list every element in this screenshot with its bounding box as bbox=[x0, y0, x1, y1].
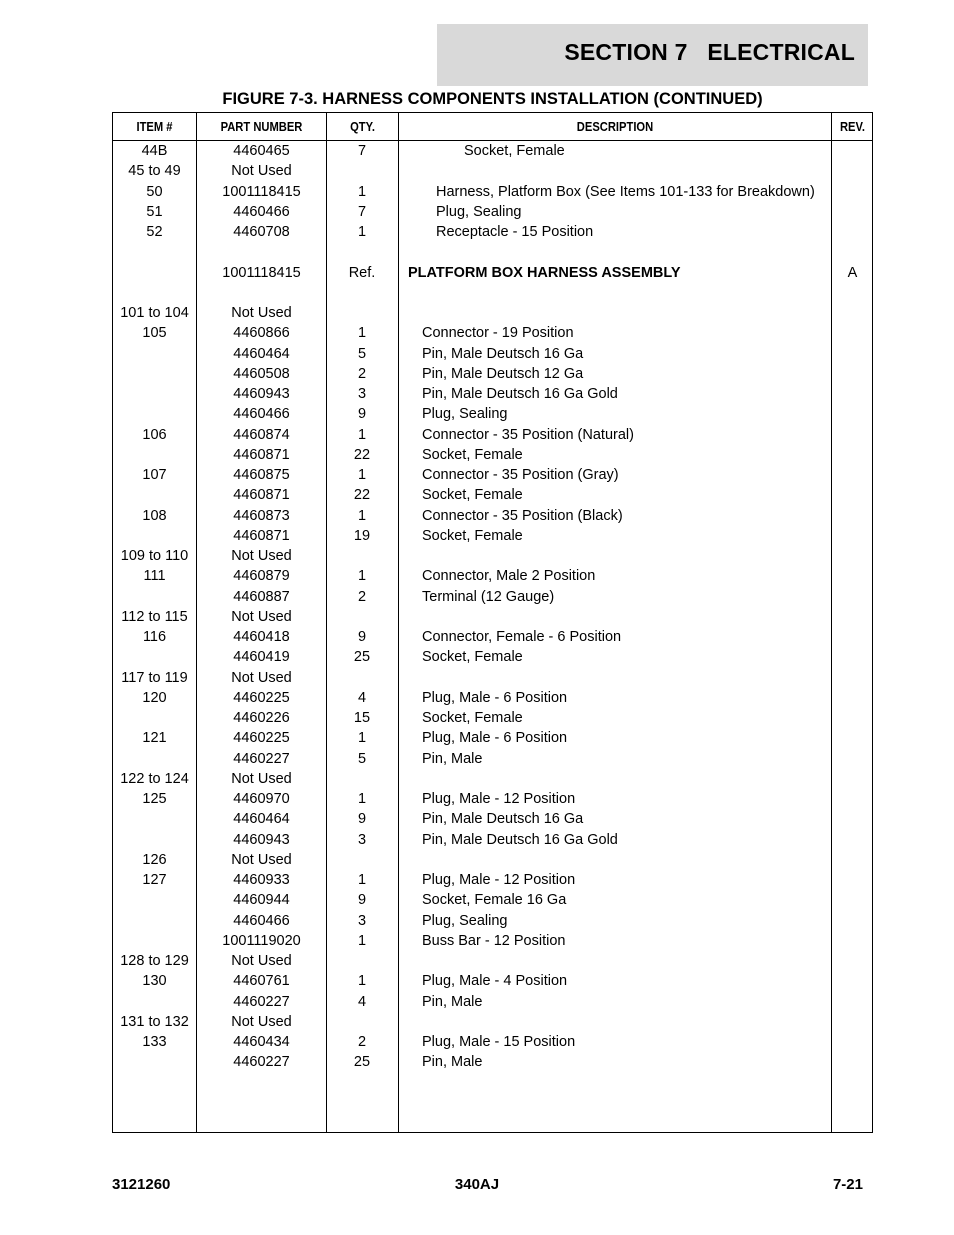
part-number-cell: 1001118415 bbox=[222, 183, 301, 200]
part-number-cell: 4460871 bbox=[233, 527, 290, 544]
part-number-cell: 4460879 bbox=[233, 568, 290, 585]
part-number-cell: 4460873 bbox=[233, 507, 290, 524]
description-cell: Plug, Male - 12 Position bbox=[422, 872, 576, 888]
item-cell: 108 bbox=[142, 507, 167, 524]
qty-cell: 4 bbox=[357, 689, 367, 706]
qty-cell: 9 bbox=[357, 406, 367, 423]
table-row bbox=[113, 485, 872, 505]
item-cell: 105 bbox=[142, 325, 167, 342]
part-number-cell: Not Used bbox=[231, 1013, 292, 1030]
item-cell: 128 to 129 bbox=[120, 953, 189, 969]
qty-cell: 2 bbox=[357, 1034, 367, 1050]
description-cell: Connector - 19 Position bbox=[422, 325, 574, 342]
table-row bbox=[113, 546, 872, 566]
qty-cell: 2 bbox=[357, 365, 367, 382]
qty-cell: 7 bbox=[357, 143, 367, 159]
qty-cell: 1 bbox=[357, 791, 367, 807]
table-row bbox=[113, 364, 872, 384]
table-row bbox=[113, 384, 872, 404]
table-row bbox=[113, 506, 872, 526]
part-number-cell: 4460466 bbox=[233, 406, 290, 423]
part-number-cell: 4460419 bbox=[233, 649, 290, 666]
description-cell: Pin, Male bbox=[422, 750, 483, 767]
column-header-item: ITEM # bbox=[136, 119, 173, 134]
part-number-cell: 4460227 bbox=[233, 1054, 290, 1071]
part-number-cell: 4460933 bbox=[233, 872, 290, 888]
table-row bbox=[113, 830, 872, 850]
description-cell: Socket, Female 16 Ga bbox=[422, 892, 567, 909]
qty-cell: 1 bbox=[357, 224, 367, 240]
part-number-cell: Not Used bbox=[231, 770, 292, 787]
table-row bbox=[113, 728, 872, 748]
description-cell: Socket, Female bbox=[422, 710, 523, 726]
part-number-cell: 4460970 bbox=[233, 791, 290, 807]
part-number-cell: 4460227 bbox=[233, 993, 290, 1010]
qty-cell: 7 bbox=[357, 203, 367, 220]
item-cell: 107 bbox=[142, 467, 167, 483]
table-row bbox=[113, 688, 872, 708]
part-number-cell: 4460708 bbox=[233, 224, 290, 240]
qty-cell: 25 bbox=[353, 1054, 371, 1071]
item-cell: 106 bbox=[142, 426, 167, 443]
description-cell: Connector, Female - 6 Position bbox=[422, 629, 622, 645]
table-row bbox=[113, 668, 872, 688]
description-cell: Plug, Male - 6 Position bbox=[422, 689, 568, 706]
table-row bbox=[113, 1032, 872, 1052]
table-row bbox=[113, 749, 872, 769]
description-cell: Pin, Male Deutsch 16 Ga bbox=[422, 811, 584, 828]
item-cell: 126 bbox=[142, 851, 167, 868]
column-header-part-number: PART NUMBER bbox=[220, 119, 303, 134]
description-cell: Plug, Male - 6 Position bbox=[422, 730, 568, 747]
table-row bbox=[113, 283, 872, 303]
table-row bbox=[113, 789, 872, 809]
description-cell: Pin, Male bbox=[422, 1054, 483, 1071]
part-number-cell: 4460761 bbox=[233, 973, 290, 990]
table-row bbox=[113, 587, 872, 607]
description-cell: Plug, Male - 12 Position bbox=[422, 791, 576, 807]
description-cell: Receptacle - 15 Position bbox=[436, 224, 594, 240]
table-row bbox=[113, 445, 872, 465]
qty-cell: 9 bbox=[357, 892, 367, 909]
table-row bbox=[113, 870, 872, 890]
table-row bbox=[113, 1052, 872, 1072]
table-body bbox=[113, 141, 872, 1073]
description-cell: Pin, Male Deutsch 16 Ga Gold bbox=[422, 386, 618, 402]
table-row bbox=[113, 222, 872, 242]
description-cell: Harness, Platform Box (See Items 101-133 for Breakdown) bbox=[436, 183, 815, 200]
qty-cell: 22 bbox=[353, 446, 371, 463]
part-number-cell: 4460871 bbox=[233, 446, 290, 463]
qty-cell: 15 bbox=[353, 710, 371, 726]
qty-cell: 1 bbox=[357, 932, 367, 949]
qty-cell: 1 bbox=[357, 467, 367, 483]
section-title: SECTION 7 ELECTRICAL bbox=[564, 39, 855, 65]
table-row bbox=[113, 526, 872, 546]
item-cell: 50 bbox=[146, 183, 163, 200]
qty-cell: 1 bbox=[357, 426, 367, 443]
qty-cell: 22 bbox=[353, 487, 371, 504]
qty-cell: 2 bbox=[357, 588, 367, 605]
part-number-cell: 4460434 bbox=[233, 1034, 290, 1050]
item-cell: 117 to 119 bbox=[121, 669, 188, 686]
table-row bbox=[113, 303, 872, 323]
table-row bbox=[113, 425, 872, 445]
table-row bbox=[113, 465, 872, 485]
qty-cell: 5 bbox=[357, 345, 367, 362]
part-number-cell: 4460874 bbox=[233, 426, 290, 443]
table-row bbox=[113, 951, 872, 971]
rev-cell: A bbox=[847, 264, 858, 281]
column-header-qty: QTY. bbox=[350, 119, 375, 134]
part-number-cell: 4460943 bbox=[233, 386, 290, 402]
description-cell: Plug, Male - 4 Position bbox=[422, 973, 568, 990]
part-number-cell: 4460225 bbox=[233, 730, 290, 747]
item-cell: 45 to 49 bbox=[128, 163, 181, 180]
item-cell: 121 bbox=[142, 730, 167, 747]
qty-cell: 1 bbox=[357, 568, 367, 585]
table-row bbox=[113, 607, 872, 627]
description-cell: Pin, Male Deutsch 12 Ga bbox=[422, 365, 584, 382]
table-row bbox=[113, 971, 872, 991]
part-number-cell: Not Used bbox=[231, 669, 292, 686]
qty-cell: Ref. bbox=[348, 264, 376, 281]
table-row bbox=[113, 627, 872, 647]
table-row bbox=[113, 890, 872, 910]
part-number-cell: 4460464 bbox=[233, 811, 290, 828]
part-number-cell: 4460225 bbox=[233, 689, 290, 706]
column-header-rev: REV. bbox=[839, 119, 866, 134]
qty-cell: 25 bbox=[353, 649, 371, 666]
table-row bbox=[113, 1012, 872, 1032]
qty-cell: 9 bbox=[357, 811, 367, 828]
item-cell: 125 bbox=[142, 791, 167, 807]
qty-cell: 5 bbox=[357, 750, 367, 767]
column-header-description: DESCRIPTION bbox=[576, 119, 654, 134]
qty-cell: 1 bbox=[357, 730, 367, 747]
description-cell: Buss Bar - 12 Position bbox=[422, 932, 566, 949]
description-cell: Plug, Sealing bbox=[436, 203, 522, 220]
item-cell: 130 bbox=[142, 973, 167, 990]
qty-cell: 3 bbox=[357, 912, 367, 929]
item-cell: 51 bbox=[146, 203, 163, 220]
part-number-cell: 4460943 bbox=[233, 831, 290, 848]
table-row bbox=[113, 141, 872, 161]
description-cell: Connector, Male 2 Position bbox=[422, 568, 596, 585]
part-number-cell: 4460418 bbox=[233, 629, 290, 645]
part-number-cell: 4460227 bbox=[233, 750, 290, 767]
part-number-cell: Not Used bbox=[231, 305, 292, 321]
part-number-cell: 4460944 bbox=[233, 892, 290, 909]
table-row bbox=[113, 708, 872, 728]
description-cell: Plug, Male - 15 Position bbox=[422, 1034, 576, 1050]
part-number-cell: 4460226 bbox=[233, 710, 290, 726]
description-cell: Connector - 35 Position (Natural) bbox=[422, 426, 634, 443]
item-cell: 44B bbox=[141, 143, 168, 159]
table-row bbox=[113, 911, 872, 931]
table-row bbox=[113, 263, 872, 283]
table-row bbox=[113, 647, 872, 667]
item-cell: 101 to 104 bbox=[120, 305, 189, 321]
item-cell: 120 bbox=[142, 689, 167, 706]
item-cell: 131 to 132 bbox=[120, 1013, 189, 1030]
qty-cell: 3 bbox=[357, 386, 367, 402]
description-cell: Terminal (12 Gauge) bbox=[422, 588, 555, 605]
description-cell: Pin, Male Deutsch 16 Ga Gold bbox=[422, 831, 618, 848]
part-number-cell: 4460464 bbox=[233, 345, 290, 362]
qty-cell: 4 bbox=[357, 993, 367, 1010]
description-cell: Socket, Female bbox=[422, 446, 523, 463]
item-cell: 127 bbox=[142, 872, 167, 888]
table-row bbox=[113, 182, 872, 202]
part-number-cell: 4460465 bbox=[233, 143, 290, 159]
part-number-cell: 4460875 bbox=[233, 467, 290, 483]
description-cell: Pin, Male bbox=[422, 993, 483, 1010]
part-number-cell: 1001119020 bbox=[222, 932, 301, 949]
footer-model: 340AJ bbox=[454, 1176, 500, 1193]
part-number-cell: 4460508 bbox=[233, 365, 290, 382]
part-number-cell: Not Used bbox=[231, 851, 292, 868]
description-cell: Socket, Female bbox=[422, 649, 523, 666]
table-row bbox=[113, 202, 872, 222]
part-number-cell: Not Used bbox=[231, 548, 292, 564]
description-cell: Socket, Female bbox=[422, 487, 523, 504]
table-row bbox=[113, 242, 872, 262]
description-cell: Connector - 35 Position (Gray) bbox=[422, 467, 619, 483]
table-row bbox=[113, 769, 872, 789]
part-number-cell: 4460466 bbox=[233, 203, 290, 220]
qty-cell: 3 bbox=[357, 831, 367, 848]
table-row bbox=[113, 931, 872, 951]
description-cell: Socket, Female bbox=[464, 143, 565, 159]
table-row bbox=[113, 566, 872, 586]
table-row bbox=[113, 344, 872, 364]
table-row bbox=[113, 161, 872, 181]
item-cell: 122 to 124 bbox=[120, 770, 189, 787]
qty-cell: 1 bbox=[357, 973, 367, 990]
table-row bbox=[113, 809, 872, 829]
description-cell: Connector - 35 Position (Black) bbox=[422, 507, 623, 524]
footer-doc-number: 3121260 bbox=[112, 1176, 171, 1193]
qty-cell: 1 bbox=[357, 325, 367, 342]
part-number-cell: Not Used bbox=[231, 608, 292, 625]
qty-cell: 1 bbox=[357, 872, 367, 888]
description-cell: PLATFORM BOX HARNESS ASSEMBLY bbox=[408, 264, 681, 281]
qty-cell: 19 bbox=[353, 527, 371, 544]
table-row bbox=[113, 323, 872, 343]
item-cell: 111 bbox=[143, 568, 166, 585]
part-number-cell: 4460887 bbox=[233, 588, 290, 605]
description-cell: Plug, Sealing bbox=[422, 912, 508, 929]
qty-cell: 1 bbox=[357, 183, 367, 200]
item-cell: 133 bbox=[142, 1034, 167, 1050]
table-row bbox=[113, 850, 872, 870]
item-cell: 109 to 110 bbox=[120, 548, 189, 564]
qty-cell: 9 bbox=[357, 629, 367, 645]
part-number-cell: 4460871 bbox=[233, 487, 290, 504]
item-cell: 116 bbox=[142, 629, 167, 645]
qty-cell: 1 bbox=[357, 507, 367, 524]
footer-page-number: 7-21 bbox=[832, 1176, 863, 1193]
description-cell: Plug, Sealing bbox=[422, 406, 508, 423]
table-row bbox=[113, 404, 872, 424]
part-number-cell: Not Used bbox=[231, 163, 292, 180]
item-cell: 112 to 115 bbox=[121, 608, 188, 625]
part-number-cell: 4460866 bbox=[233, 325, 290, 342]
section-banner bbox=[437, 24, 868, 86]
description-cell: Socket, Female bbox=[422, 527, 523, 544]
part-number-cell: 1001118415 bbox=[222, 264, 301, 281]
item-cell: 52 bbox=[146, 224, 163, 240]
table-row bbox=[113, 992, 872, 1012]
figure-title: FIGURE 7-3. HARNESS COMPONENTS INSTALLATION (CONTINUED) bbox=[222, 90, 763, 108]
parts-table bbox=[112, 112, 873, 1133]
part-number-cell: 4460466 bbox=[233, 912, 290, 929]
part-number-cell: Not Used bbox=[231, 953, 292, 969]
description-cell: Pin, Male Deutsch 16 Ga bbox=[422, 345, 584, 362]
